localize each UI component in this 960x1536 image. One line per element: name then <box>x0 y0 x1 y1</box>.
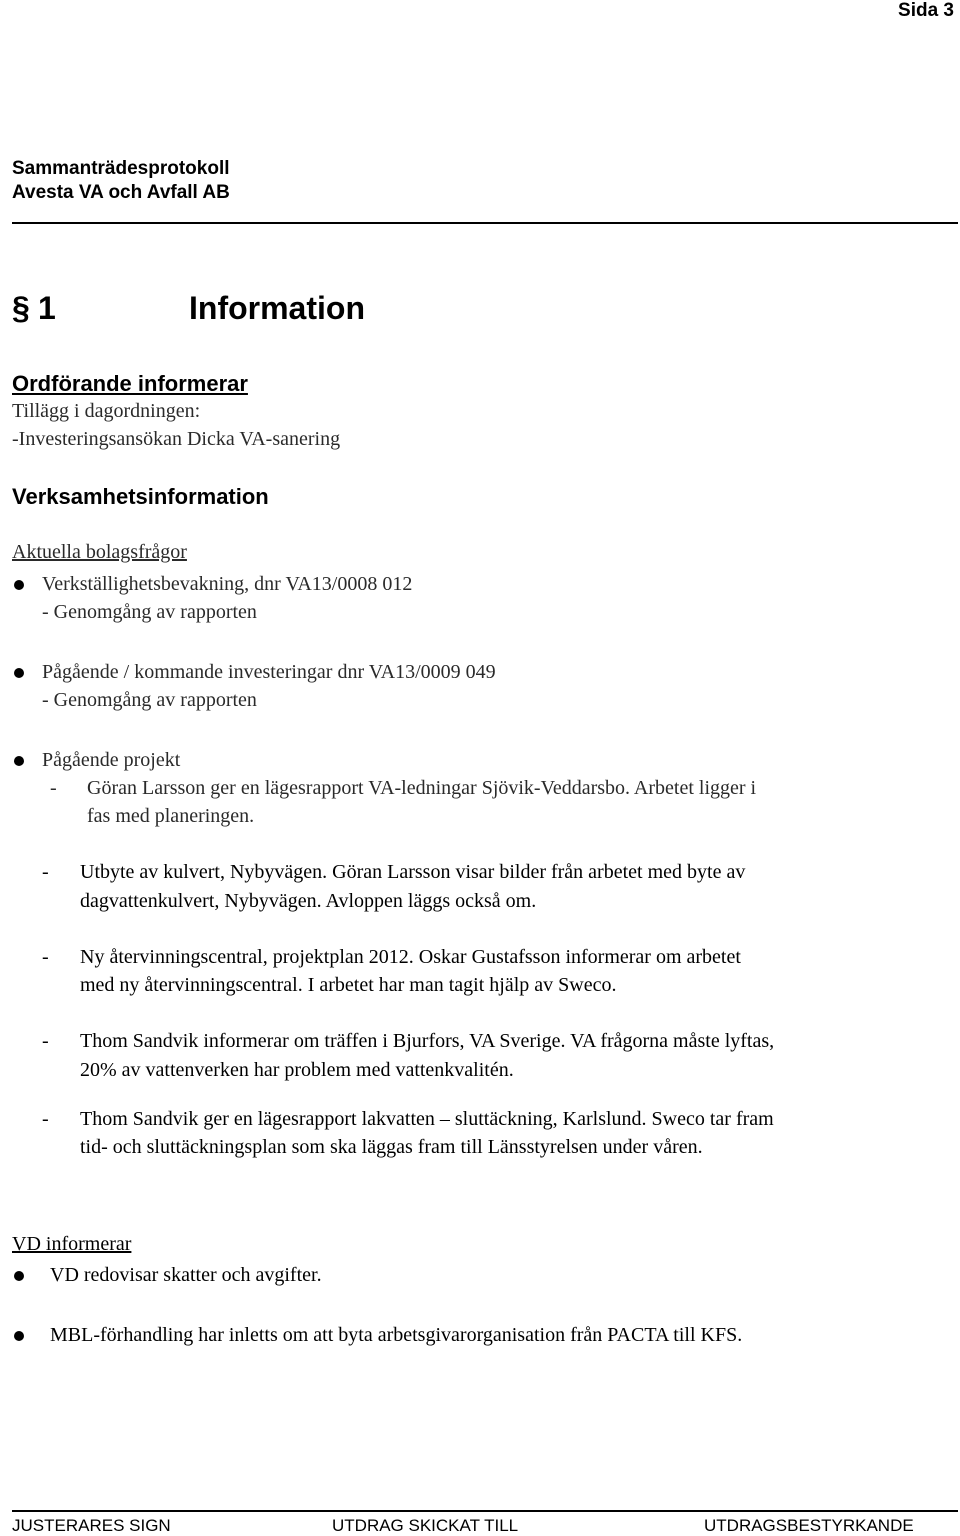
dash: - <box>42 1030 49 1052</box>
footer-rule <box>12 1510 958 1512</box>
section-symbol: § <box>12 290 30 326</box>
verksamhet-heading: Verksamhetsinformation <box>12 484 269 509</box>
bullet-icon <box>14 580 24 590</box>
vd-item-2: MBL-förhandling har inletts om att byta arbetsgivarorganisation från PACTA till KFS. <box>50 1324 743 1346</box>
footer-justerares-sign: JUSTERARES SIGN <box>12 1516 171 1535</box>
ordforande-line-2: -Investeringsansökan Dicka VA-sanering <box>12 428 341 450</box>
page-number: Sida 3 <box>898 0 954 21</box>
dash: - <box>42 1108 49 1130</box>
footer-utdragsbestyrkande: UTDRAGSBESTYRKANDE <box>704 1516 914 1535</box>
para-5-line-2: tid- och sluttäckningsplan som ska läggas fram till Länsstyrelsen under våren. <box>80 1136 703 1158</box>
para-3-line-2: med ny återvinningscentral. I arbetet har man tagit hjälp av Sweco. <box>80 974 617 996</box>
item-1-title: Verkställighetsbevakning, dnr VA13/0008 012 <box>42 573 413 595</box>
section-number: 1 <box>38 290 56 326</box>
bullet-icon <box>14 668 24 678</box>
dash: - <box>50 777 57 799</box>
footer-utdrag-skickat-till: UTDRAG SKICKAT TILL <box>332 1516 519 1535</box>
ordforande-line-1: Tillägg i dagordningen: <box>12 400 201 422</box>
organization-name: Avesta VA och Avfall AB <box>12 182 230 203</box>
para-3-line-1: Ny återvinningscentral, projektplan 2012. Oskar Gustafsson informerar om arbetet <box>80 946 741 968</box>
header-rule <box>12 222 958 224</box>
vd-heading: VD informerar <box>12 1233 132 1255</box>
para-4-line-1: Thom Sandvik informerar om träffen i Bjurfors, VA Sverige. VA frågorna måste lyftas, <box>80 1030 775 1052</box>
ordforande-heading: Ordförande informerar <box>12 371 248 396</box>
bullet-icon <box>14 756 24 766</box>
vd-item-1: VD redovisar skatter och avgifter. <box>50 1264 322 1286</box>
para-2-line-1: Utbyte av kulvert, Nybyvägen. Göran Larsson visar bilder från arbetet med byte av <box>80 861 746 883</box>
item-3-para-1-line-2: fas med planeringen. <box>87 805 255 827</box>
para-2-line-2: dagvattenkulvert, Nybyvägen. Avloppen läggs också om. <box>80 890 537 912</box>
bullet-icon <box>14 1331 24 1341</box>
para-5-line-1: Thom Sandvik ger en lägesrapport lakvatten – sluttäckning, Karlslund. Sweco tar fram <box>80 1108 774 1130</box>
bullet-icon <box>14 1271 24 1281</box>
document-type: Sammanträdesprotokoll <box>12 158 230 179</box>
item-2-sub: - Genomgång av rapporten <box>42 689 257 711</box>
item-3-title: Pågående projekt <box>42 749 181 771</box>
para-4-line-2: 20% av vattenverken har problem med vattenkvalitén. <box>80 1059 514 1081</box>
item-1-sub: - Genomgång av rapporten <box>42 601 257 623</box>
item-3-para-1-line-1: Göran Larsson ger en lägesrapport VA-ledningar Sjövik-Veddarsbo. Arbetet ligger i <box>87 777 757 799</box>
dash: - <box>42 946 49 968</box>
section-title: Information <box>189 290 365 326</box>
verksamhet-subheading: Aktuella bolagsfrågor <box>12 541 187 563</box>
dash: - <box>42 861 49 883</box>
item-2-title: Pågående / kommande investeringar dnr VA13/0009 049 <box>42 661 496 683</box>
